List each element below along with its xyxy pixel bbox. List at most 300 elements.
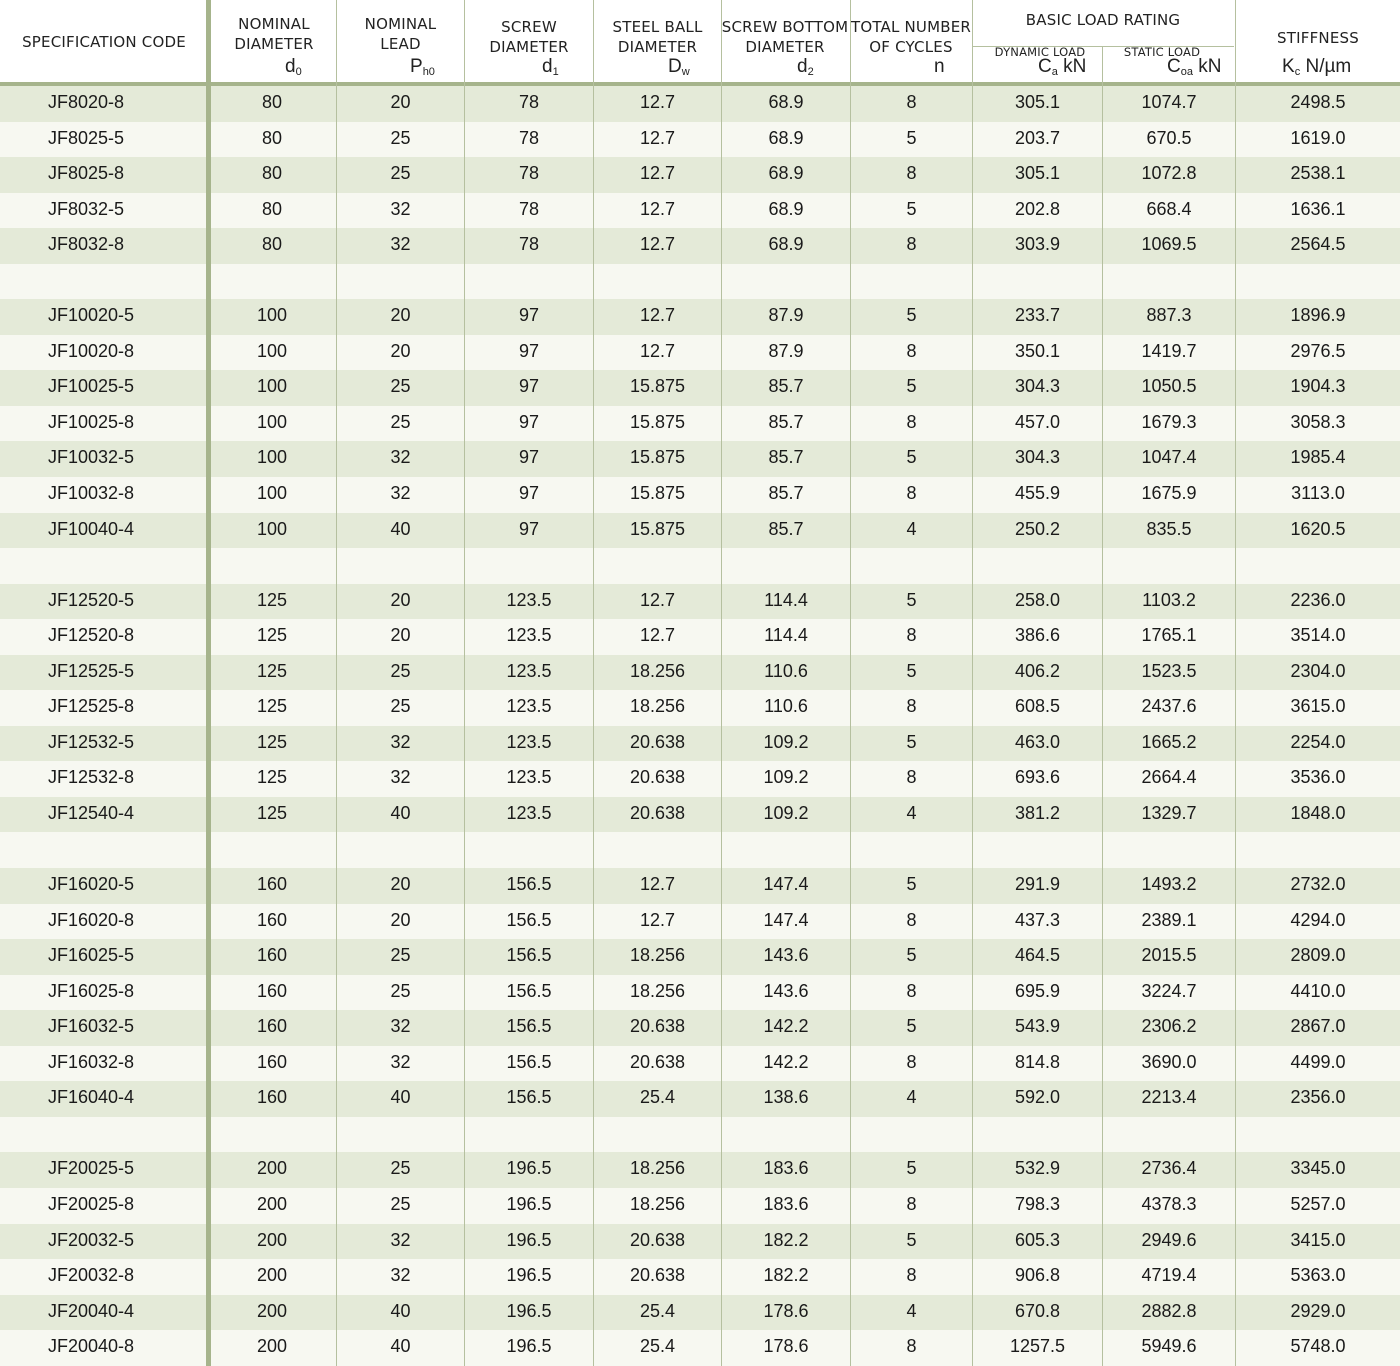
cell-nominal-lead: 40 (390, 518, 411, 539)
cell-dynamic-load: 455.9 (1014, 483, 1061, 504)
cell-stiffness: 2254.0 (1290, 731, 1346, 752)
cell-nominal-lead: 40 (390, 1087, 411, 1108)
cell-total-cycles: 8 (906, 625, 917, 646)
cell-spec-code: JF8032-8 (48, 234, 125, 255)
cell-nominal-diameter: 125 (256, 696, 288, 717)
header-spec-code: SPECIFICATION CODE (22, 33, 186, 51)
cell-nominal-diameter: 100 (256, 483, 288, 504)
cell-dynamic-load: 381.2 (1014, 802, 1061, 823)
cell-static-load: 668.4 (1146, 198, 1192, 219)
cell-nominal-diameter: 160 (256, 874, 288, 895)
cell-spec-code: JF12520-5 (48, 589, 135, 610)
cell-spec-code: JF20025-5 (48, 1158, 135, 1179)
cell-screw-diameter: 97 (518, 305, 540, 326)
cell-spec-code: JF12532-5 (48, 731, 135, 752)
cell-static-load: 5949.6 (1141, 1336, 1197, 1357)
cell-screw-diameter: 196.5 (506, 1193, 552, 1214)
cell-dynamic-load: 350.1 (1014, 340, 1061, 361)
cell-screw-diameter: 97 (518, 483, 540, 504)
cell-nominal-lead: 32 (390, 234, 411, 255)
cell-total-cycles: 8 (906, 767, 917, 788)
column-divider (336, 0, 337, 1366)
cell-screw-diameter: 196.5 (506, 1158, 552, 1179)
cell-stiffness: 1620.5 (1290, 518, 1346, 539)
column-divider (1102, 46, 1103, 1366)
cell-steel-ball-diameter: 18.256 (629, 660, 686, 681)
column-divider (464, 0, 465, 1366)
cell-screw-bottom-diameter: 109.2 (763, 802, 809, 823)
cell-screw-bottom-diameter: 138.6 (763, 1087, 809, 1108)
cell-steel-ball-diameter: 12.7 (639, 589, 676, 610)
cell-steel-ball-diameter: 20.638 (629, 802, 686, 823)
cell-static-load: 1050.5 (1141, 376, 1197, 397)
cell-spec-code: JF16032-8 (48, 1051, 135, 1072)
cell-steel-ball-diameter: 20.638 (629, 731, 686, 752)
cell-stiffness: 5748.0 (1290, 1336, 1346, 1357)
symbol-d1: $d_1$ (542, 56, 559, 78)
cell-screw-bottom-diameter: 68.9 (768, 234, 804, 255)
header-nominal-diameter: NOMINAL DIAMETER (234, 15, 314, 53)
cell-nominal-diameter: 200 (256, 1158, 288, 1179)
cell-total-cycles: 5 (906, 376, 917, 397)
cell-screw-diameter: 156.5 (506, 909, 552, 930)
cell-total-cycles: 8 (906, 1051, 917, 1072)
symbol-kc: $K_c$ N/µm (1282, 56, 1352, 78)
cell-total-cycles: 8 (906, 340, 917, 361)
cell-stiffness: 2304.0 (1290, 660, 1346, 681)
cell-dynamic-load: 906.8 (1014, 1265, 1061, 1286)
cell-screw-bottom-diameter: 68.9 (768, 127, 804, 148)
cell-static-load: 1047.4 (1141, 447, 1197, 468)
cell-dynamic-load: 693.6 (1014, 767, 1061, 788)
cell-steel-ball-diameter: 12.7 (639, 163, 676, 184)
cell-screw-bottom-diameter: 183.6 (763, 1193, 809, 1214)
cell-dynamic-load: 258.0 (1014, 589, 1061, 610)
cell-static-load: 1675.9 (1141, 483, 1197, 504)
cell-static-load: 1523.5 (1141, 660, 1197, 681)
cell-stiffness: 2498.5 (1290, 92, 1346, 112)
cell-nominal-lead: 25 (390, 163, 411, 184)
cell-nominal-diameter: 125 (256, 767, 288, 788)
cell-nominal-diameter: 160 (256, 980, 288, 1001)
cell-total-cycles: 5 (906, 874, 917, 895)
cell-screw-diameter: 196.5 (506, 1300, 552, 1321)
cell-static-load: 1074.7 (1141, 92, 1197, 112)
cell-nominal-diameter: 160 (256, 945, 288, 966)
cell-nominal-diameter: 125 (256, 589, 288, 610)
cell-stiffness: 3058.3 (1290, 411, 1346, 432)
cell-spec-code: JF8025-8 (48, 163, 125, 184)
cell-stiffness: 1896.9 (1290, 305, 1346, 326)
cell-screw-diameter: 156.5 (506, 874, 552, 895)
cell-stiffness: 1985.4 (1290, 447, 1346, 468)
cell-stiffness: 2929.0 (1290, 1300, 1346, 1321)
cell-steel-ball-diameter: 20.638 (629, 1265, 686, 1286)
cell-screw-bottom-diameter: 143.6 (763, 945, 809, 966)
cell-stiffness: 4499.0 (1290, 1051, 1346, 1072)
cell-static-load: 3224.7 (1141, 980, 1197, 1001)
cell-screw-bottom-diameter: 110.6 (764, 696, 808, 717)
cell-screw-diameter: 78 (518, 163, 540, 184)
cell-steel-ball-diameter: 15.875 (629, 518, 686, 539)
cell-screw-diameter: 156.5 (506, 980, 552, 1001)
cell-nominal-diameter: 80 (261, 163, 283, 184)
cell-nominal-lead: 25 (390, 411, 411, 432)
cell-total-cycles: 8 (906, 909, 917, 930)
cell-nominal-lead: 32 (390, 1016, 411, 1037)
cell-dynamic-load: 463.0 (1014, 731, 1061, 752)
cell-nominal-diameter: 80 (261, 234, 283, 255)
cell-dynamic-load: 437.3 (1014, 909, 1061, 930)
cell-nominal-diameter: 200 (256, 1336, 288, 1357)
cell-total-cycles: 5 (906, 447, 917, 468)
cell-steel-ball-diameter: 25.4 (639, 1300, 676, 1321)
cell-dynamic-load: 386.6 (1014, 625, 1061, 646)
cell-steel-ball-diameter: 12.7 (639, 305, 676, 326)
cell-screw-bottom-diameter: 183.6 (763, 1158, 809, 1179)
cell-nominal-lead: 32 (390, 1229, 411, 1250)
cell-screw-bottom-diameter: 87.9 (768, 340, 804, 361)
cell-screw-bottom-diameter: 85.7 (768, 411, 804, 432)
cell-screw-bottom-diameter: 85.7 (768, 447, 804, 468)
cell-spec-code: JF12540-4 (48, 802, 135, 823)
cell-screw-diameter: 97 (518, 340, 540, 361)
cell-screw-diameter: 78 (518, 127, 540, 148)
cell-static-load: 2213.4 (1141, 1087, 1197, 1108)
cell-total-cycles: 8 (906, 92, 917, 112)
cell-static-load: 670.5 (1146, 127, 1192, 148)
cell-nominal-lead: 20 (390, 92, 411, 112)
cell-screw-bottom-diameter: 85.7 (768, 518, 804, 539)
cell-nominal-lead: 32 (390, 447, 411, 468)
cell-screw-diameter: 123.5 (506, 767, 552, 788)
cell-nominal-diameter: 160 (256, 1087, 288, 1108)
cell-total-cycles: 5 (906, 1158, 917, 1179)
cell-stiffness: 5363.0 (1290, 1265, 1346, 1286)
cell-spec-code: JF20040-8 (48, 1336, 135, 1357)
cell-nominal-diameter: 160 (256, 1051, 288, 1072)
cell-steel-ball-diameter: 12.7 (639, 909, 676, 930)
cell-static-load: 2736.4 (1141, 1158, 1197, 1179)
cell-screw-bottom-diameter: 109.2 (763, 767, 809, 788)
cell-static-load: 2437.6 (1141, 696, 1197, 717)
cell-steel-ball-diameter: 20.638 (629, 1229, 686, 1250)
cell-static-load: 1493.2 (1141, 874, 1197, 895)
cell-stiffness: 3514.0 (1290, 625, 1346, 646)
cell-steel-ball-diameter: 12.7 (639, 625, 676, 646)
cell-static-load: 4378.3 (1141, 1193, 1197, 1214)
cell-dynamic-load: 203.7 (1014, 127, 1061, 148)
cell-stiffness: 2236.0 (1290, 589, 1346, 610)
cell-nominal-diameter: 125 (256, 802, 288, 823)
cell-total-cycles: 8 (906, 1193, 917, 1214)
cell-dynamic-load: 202.8 (1014, 198, 1061, 219)
cell-nominal-lead: 25 (390, 980, 411, 1001)
cell-screw-diameter: 97 (518, 518, 540, 539)
cell-steel-ball-diameter: 18.256 (629, 1158, 686, 1179)
cell-static-load: 835.5 (1146, 518, 1192, 539)
cell-spec-code: JF8020-8 (48, 92, 125, 112)
cell-dynamic-load: 605.3 (1014, 1229, 1061, 1250)
cell-total-cycles: 8 (906, 163, 917, 184)
cell-steel-ball-diameter: 20.638 (629, 1016, 686, 1037)
cell-total-cycles: 8 (906, 980, 917, 1001)
cell-static-load: 3690.0 (1141, 1051, 1197, 1072)
cell-total-cycles: 8 (906, 1265, 917, 1286)
cell-static-load: 1419.7 (1141, 340, 1197, 361)
cell-total-cycles: 5 (906, 660, 917, 681)
cell-screw-diameter: 123.5 (506, 731, 552, 752)
cell-nominal-lead: 32 (390, 198, 411, 219)
cell-total-cycles: 4 (906, 1300, 917, 1321)
cell-stiffness: 2564.5 (1290, 234, 1346, 255)
symbol-ph0: $P_{h0}$ (410, 56, 435, 78)
cell-static-load: 1069.5 (1141, 234, 1197, 255)
cell-nominal-lead: 25 (390, 376, 411, 397)
cell-stiffness: 1619.0 (1290, 127, 1346, 148)
cell-steel-ball-diameter: 12.7 (639, 92, 676, 112)
cell-static-load: 1103.2 (1142, 589, 1196, 610)
column-divider (972, 0, 973, 1366)
cell-screw-bottom-diameter: 87.9 (768, 305, 804, 326)
cell-screw-bottom-diameter: 147.4 (763, 874, 809, 895)
cell-total-cycles: 5 (906, 1016, 917, 1037)
cell-screw-diameter: 123.5 (506, 589, 552, 610)
cell-screw-diameter: 123.5 (506, 802, 552, 823)
cell-static-load: 1679.3 (1141, 411, 1197, 432)
cell-screw-diameter: 123.5 (506, 625, 552, 646)
cell-steel-ball-diameter: 25.4 (639, 1087, 676, 1108)
cell-screw-bottom-diameter: 68.9 (768, 198, 804, 219)
header-screw-diameter: SCREW DIAMETER (489, 18, 569, 56)
cell-steel-ball-diameter: 15.875 (629, 376, 686, 397)
cell-screw-bottom-diameter: 68.9 (768, 163, 804, 184)
header-basic-load-rating: BASIC LOAD RATING (1025, 11, 1181, 29)
cell-spec-code: JF16025-5 (48, 945, 135, 966)
header-dynamic-load: DYNAMIC LOAD (994, 45, 1086, 59)
cell-steel-ball-diameter: 15.875 (629, 411, 686, 432)
cell-screw-bottom-diameter: 182.2 (763, 1229, 809, 1250)
cell-nominal-lead: 20 (390, 305, 411, 326)
cell-static-load: 2015.5 (1141, 945, 1197, 966)
cell-screw-bottom-diameter: 114.4 (764, 589, 808, 610)
cell-screw-bottom-diameter: 85.7 (768, 376, 804, 397)
cell-screw-bottom-diameter: 178.6 (763, 1300, 809, 1321)
cell-screw-diameter: 97 (518, 376, 540, 397)
cell-spec-code: JF16020-8 (48, 909, 135, 930)
cell-spec-code: JF12520-8 (48, 625, 135, 646)
cell-screw-bottom-diameter: 182.2 (763, 1265, 809, 1286)
header-nominal-lead: NOMINAL LEAD (364, 15, 437, 53)
cell-screw-bottom-diameter: 143.6 (763, 980, 809, 1001)
header-steel-ball-diameter: STEEL BALL DIAMETER (612, 18, 703, 56)
cell-spec-code: JF20040-4 (48, 1300, 135, 1321)
cell-screw-bottom-diameter: 85.7 (768, 483, 804, 504)
cell-spec-code: JF12525-5 (48, 660, 135, 681)
cell-static-load: 2882.8 (1141, 1300, 1197, 1321)
cell-total-cycles: 5 (906, 127, 917, 148)
cell-nominal-lead: 32 (390, 1265, 411, 1286)
cell-steel-ball-diameter: 12.7 (639, 874, 676, 895)
cell-stiffness: 2809.0 (1290, 945, 1346, 966)
cell-screw-bottom-diameter: 114.4 (764, 625, 808, 646)
cell-screw-diameter: 156.5 (506, 1016, 552, 1037)
cell-spec-code: JF10040-4 (48, 518, 135, 539)
cell-static-load: 2664.4 (1141, 767, 1197, 788)
cell-screw-diameter: 196.5 (506, 1229, 552, 1250)
cell-dynamic-load: 543.9 (1014, 1016, 1061, 1037)
column-divider (721, 0, 722, 1366)
cell-nominal-lead: 20 (390, 625, 411, 646)
column-divider (850, 0, 851, 1366)
cell-dynamic-load: 303.9 (1014, 234, 1061, 255)
cell-nominal-lead: 25 (390, 945, 411, 966)
cell-nominal-lead: 32 (390, 483, 411, 504)
cell-dynamic-load: 695.9 (1014, 980, 1061, 1001)
cell-nominal-diameter: 160 (256, 1016, 288, 1037)
symbol-ca-kn: $C_a$ kN (1038, 56, 1087, 78)
cell-nominal-diameter: 80 (261, 127, 283, 148)
symbol-coa-kn: $C_{oa}$ kN (1167, 56, 1222, 78)
cell-screw-diameter: 123.5 (506, 660, 552, 681)
cell-steel-ball-diameter: 15.875 (629, 483, 686, 504)
cell-nominal-lead: 32 (390, 767, 411, 788)
cell-dynamic-load: 608.5 (1014, 696, 1061, 717)
cell-nominal-diameter: 100 (256, 376, 288, 397)
cell-dynamic-load: 592.0 (1014, 1087, 1061, 1108)
cell-steel-ball-diameter: 20.638 (629, 1051, 686, 1072)
cell-stiffness: 3415.0 (1290, 1229, 1346, 1250)
cell-nominal-lead: 25 (390, 660, 411, 681)
cell-nominal-lead: 20 (390, 340, 411, 361)
cell-spec-code: JF16032-5 (48, 1016, 135, 1037)
cell-dynamic-load: 305.1 (1014, 92, 1061, 112)
cell-nominal-lead: 20 (390, 909, 411, 930)
symbol-d0: $d_0$ (285, 56, 302, 78)
cell-static-load: 1329.7 (1141, 802, 1197, 823)
cell-nominal-lead: 20 (390, 874, 411, 895)
cell-dynamic-load: 250.2 (1014, 518, 1061, 539)
cell-static-load: 2949.6 (1141, 1229, 1197, 1250)
cell-total-cycles: 4 (906, 518, 917, 539)
cell-screw-diameter: 97 (518, 411, 540, 432)
cell-spec-code: JF8025-5 (48, 127, 125, 148)
cell-static-load: 2389.1 (1141, 909, 1197, 930)
cell-nominal-diameter: 100 (256, 447, 288, 468)
cell-stiffness: 3345.0 (1290, 1158, 1346, 1179)
cell-dynamic-load: 457.0 (1014, 411, 1061, 432)
cell-total-cycles: 8 (906, 234, 917, 255)
cell-spec-code: JF20025-8 (48, 1193, 135, 1214)
cell-stiffness: 5257.0 (1290, 1193, 1346, 1214)
cell-stiffness: 2732.0 (1290, 874, 1346, 895)
cell-stiffness: 2538.1 (1290, 163, 1346, 184)
cell-spec-code: JF12525-8 (48, 696, 135, 717)
cell-nominal-diameter: 200 (256, 1229, 288, 1250)
cell-nominal-diameter: 80 (261, 92, 283, 112)
cell-stiffness: 4294.0 (1290, 909, 1346, 930)
cell-nominal-diameter: 100 (256, 518, 288, 539)
cell-screw-diameter: 196.5 (506, 1336, 552, 1357)
cell-spec-code: JF16020-5 (48, 874, 135, 895)
cell-stiffness: 4410.0 (1290, 980, 1346, 1001)
cell-steel-ball-diameter: 12.7 (639, 340, 676, 361)
cell-static-load: 1072.8 (1141, 163, 1197, 184)
cell-spec-code: JF12532-8 (48, 767, 135, 788)
cell-screw-diameter: 78 (518, 92, 540, 112)
cell-nominal-diameter: 125 (256, 660, 288, 681)
cell-screw-diameter: 123.5 (506, 696, 552, 717)
cell-screw-diameter: 156.5 (506, 1051, 552, 1072)
cell-nominal-diameter: 125 (256, 625, 288, 646)
cell-total-cycles: 5 (906, 945, 917, 966)
cell-steel-ball-diameter: 18.256 (629, 1193, 686, 1214)
cell-static-load: 1665.2 (1141, 731, 1197, 752)
cell-static-load: 4719.4 (1141, 1265, 1197, 1286)
cell-dynamic-load: 291.9 (1014, 874, 1061, 895)
header-static-load: STATIC LOAD (1123, 45, 1201, 59)
cell-steel-ball-diameter: 12.7 (639, 234, 676, 255)
cell-nominal-diameter: 100 (256, 411, 288, 432)
cell-steel-ball-diameter: 20.638 (629, 767, 686, 788)
cell-spec-code: JF10020-8 (48, 340, 135, 361)
cell-nominal-diameter: 125 (256, 731, 288, 752)
cell-nominal-lead: 25 (390, 127, 411, 148)
cell-steel-ball-diameter: 25.4 (639, 1336, 676, 1357)
cell-dynamic-load: 304.3 (1014, 376, 1061, 397)
cell-dynamic-load: 1257.5 (1009, 1336, 1066, 1357)
cell-stiffness: 2356.0 (1290, 1087, 1346, 1108)
cell-dynamic-load: 798.3 (1014, 1193, 1061, 1214)
header-stiffness: STIFFNESS (1277, 29, 1359, 47)
cell-nominal-diameter: 200 (256, 1300, 288, 1321)
cell-steel-ball-diameter: 12.7 (639, 198, 676, 219)
cell-stiffness: 3113.0 (1291, 483, 1345, 504)
cell-steel-ball-diameter: 18.256 (629, 696, 686, 717)
cell-screw-diameter: 97 (518, 447, 540, 468)
cell-dynamic-load: 464.5 (1014, 945, 1061, 966)
symbol-n: n (934, 56, 945, 77)
cell-stiffness: 1848.0 (1290, 802, 1346, 823)
cell-spec-code: JF10020-5 (48, 305, 135, 326)
cell-steel-ball-diameter: 18.256 (629, 980, 686, 1001)
cell-dynamic-load: 814.8 (1014, 1051, 1061, 1072)
cell-nominal-lead: 25 (390, 1193, 411, 1214)
cell-nominal-lead: 40 (390, 1336, 411, 1357)
cell-spec-code: JF20032-5 (48, 1229, 135, 1250)
column-divider (593, 0, 594, 1366)
cell-screw-diameter: 78 (518, 198, 540, 219)
cell-screw-bottom-diameter: 110.6 (764, 660, 808, 681)
cell-total-cycles: 5 (906, 305, 917, 326)
cell-total-cycles: 5 (906, 198, 917, 219)
cell-nominal-lead: 25 (390, 696, 411, 717)
cell-nominal-lead: 20 (390, 589, 411, 610)
cell-total-cycles: 5 (906, 589, 917, 610)
cell-screw-bottom-diameter: 109.2 (763, 731, 809, 752)
cell-steel-ball-diameter: 18.256 (629, 945, 686, 966)
cell-dynamic-load: 406.2 (1014, 660, 1061, 681)
cell-spec-code: JF10032-8 (48, 483, 135, 504)
cell-nominal-lead: 32 (390, 731, 411, 752)
header-screw-bottom-diameter: SCREW BOTTOM DIAMETER (721, 18, 849, 56)
cell-stiffness: 3536.0 (1290, 767, 1346, 788)
cell-total-cycles: 8 (906, 483, 917, 504)
cell-stiffness: 1636.1 (1290, 198, 1346, 219)
cell-spec-code: JF16040-4 (48, 1087, 135, 1108)
cell-spec-code: JF20032-8 (48, 1265, 135, 1286)
column-divider (1235, 0, 1236, 1366)
